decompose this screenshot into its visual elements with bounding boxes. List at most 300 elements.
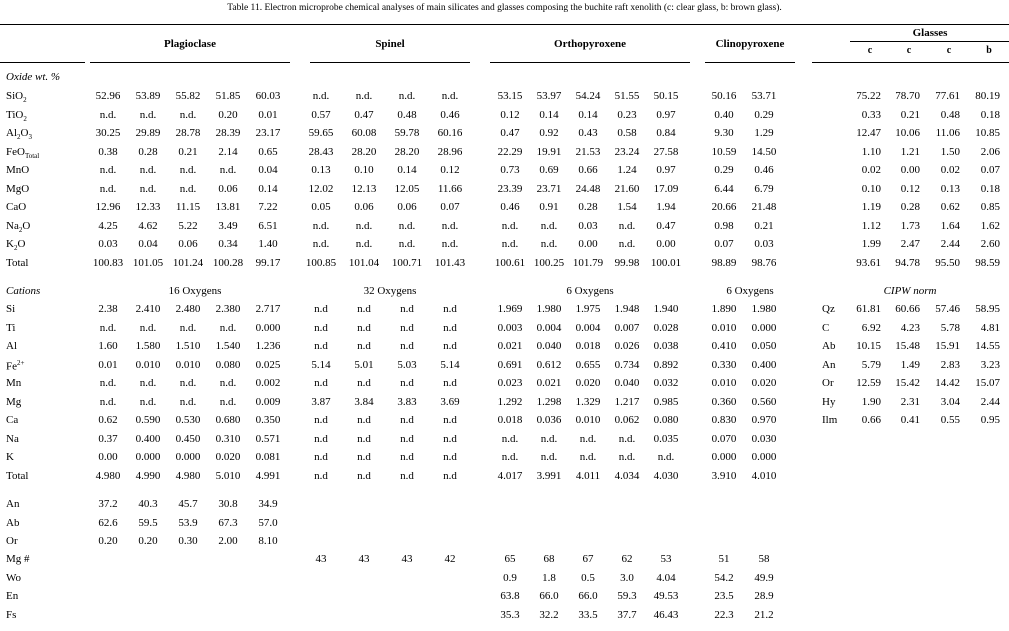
oxide-orthopyroxene-value-3: 0.28 <box>578 201 598 213</box>
oxide-clinopyroxene-value-2: 6.79 <box>754 183 774 195</box>
oxide-spinel-value-1: 59.65 <box>308 127 334 139</box>
oxide-plagioclase-value-1: 100.83 <box>92 257 124 269</box>
mg-orthopyroxene-value-5: 4.04 <box>656 572 676 584</box>
cation-orthopyroxene-value-2: 1.980 <box>536 303 562 315</box>
cation-row-label: Si <box>6 303 16 315</box>
cipw-row-label: Ilm <box>822 414 838 426</box>
cation-spinel-value-3: n.d <box>400 322 414 334</box>
cation-orthopyroxene-value-1: 0.003 <box>497 322 523 334</box>
cation-plagioclase-value-5: 2.717 <box>255 303 281 315</box>
cation-plagioclase-value-4: 5.010 <box>215 470 241 482</box>
mg-clinopyroxene-value-2: 49.9 <box>754 572 774 584</box>
cation-plagioclase-value-4: n.d. <box>219 322 237 334</box>
oxide-orthopyroxene-value-5: 50.15 <box>653 90 679 102</box>
cation-orthopyroxene-value-1: 4.017 <box>497 470 523 482</box>
cation-clinopyroxene-value-1: 0.330 <box>711 359 737 371</box>
rule-glasses <box>812 62 1009 63</box>
cation-orthopyroxene-value-1: 0.023 <box>497 377 523 389</box>
oxide-orthopyroxene-value-3: 0.14 <box>578 109 598 121</box>
cipw-value-3: 0.55 <box>940 414 960 426</box>
cation-orthopyroxene-value-3: 0.655 <box>575 359 601 371</box>
cipw-value-1: 0.66 <box>861 414 881 426</box>
mg-row-label: Fs <box>6 609 17 621</box>
oxide-orthopyroxene-value-3: 0.03 <box>578 220 598 232</box>
oxide-plagioclase-value-2: 53.89 <box>135 90 161 102</box>
oxide-plagioclase-value-4: 28.39 <box>215 127 241 139</box>
oxide-glass-value-2: 78.70 <box>895 90 920 102</box>
mg-orthopyroxene-value-3: 0.5 <box>581 572 595 584</box>
mg-orthopyroxene-value-4: 62 <box>621 553 633 565</box>
cation-orthopyroxene-value-4: n.d. <box>618 451 636 463</box>
cipw-value-4: 14.55 <box>975 340 1000 352</box>
oxide-spinel-value-2: 28.20 <box>351 146 377 158</box>
oxide-spinel-value-1: 28.43 <box>308 146 334 158</box>
oxide-spinel-value-4: n.d. <box>441 238 459 250</box>
cation-clinopyroxene-value-2: 0.000 <box>751 451 777 463</box>
cipw-value-3: 5.78 <box>940 322 960 334</box>
cation-clinopyroxene-value-1: 1.890 <box>711 303 737 315</box>
oxide-plagioclase-value-2: n.d. <box>139 183 157 195</box>
cation-orthopyroxene-value-2: 3.991 <box>536 470 562 482</box>
cation-plagioclase-value-4: 2.380 <box>215 303 241 315</box>
cation-clinopyroxene-value-2: 0.050 <box>751 340 777 352</box>
cipw-row-label: Ab <box>822 340 836 352</box>
oxide-plagioclase-value-5: 0.65 <box>258 146 278 158</box>
oxide-glass-value-4: 2.06 <box>980 146 1000 158</box>
mg-clinopyroxene-value-1: 22.3 <box>714 609 734 621</box>
feldspar-value-4: 30.8 <box>218 498 238 510</box>
cipw-row-label: Hy <box>822 396 836 408</box>
mg-orthopyroxene-value-1: 0.9 <box>503 572 517 584</box>
cation-clinopyroxene-value-2: 1.980 <box>751 303 777 315</box>
cation-plagioclase-value-1: n.d. <box>99 396 117 408</box>
oxide-glass-value-1: 12.47 <box>856 127 881 139</box>
cation-orthopyroxene-value-4: 0.026 <box>614 340 640 352</box>
cation-row-label: $Fe^{2+}$ <box>6 359 25 373</box>
oxide-plagioclase-value-3: 28.78 <box>175 127 201 139</box>
cation-spinel-value-1: n.d <box>314 470 328 482</box>
oxide-orthopyroxene-value-1: 22.29 <box>497 146 523 158</box>
cation-spinel-value-2: n.d <box>357 414 371 426</box>
oxide-orthopyroxene-value-4: n.d. <box>618 238 636 250</box>
cation-spinel-value-1: n.d <box>314 340 328 352</box>
cation-orthopyroxene-value-1: 1.969 <box>497 303 523 315</box>
oxide-spinel-value-1: 100.85 <box>305 257 337 269</box>
clinopyroxene-header: Clinopyroxene <box>715 38 785 50</box>
glass-type-4: b <box>986 45 992 56</box>
cation-spinel-value-3: n.d <box>400 340 414 352</box>
cation-plagioclase-value-4: 0.680 <box>215 414 241 426</box>
oxide-orthopyroxene-value-2: 0.91 <box>539 201 559 213</box>
cation-spinel-value-3: n.d <box>400 414 414 426</box>
cation-orthopyroxene-value-5: 0.985 <box>653 396 679 408</box>
cation-spinel-value-2: 5.01 <box>354 359 374 371</box>
cation-row-label: Na <box>6 433 19 445</box>
mg-clinopyroxene-value-2: 21.2 <box>754 609 774 621</box>
cation-clinopyroxene-value-2: 0.560 <box>751 396 777 408</box>
cation-orthopyroxene-value-2: 0.040 <box>536 340 562 352</box>
oxide-orthopyroxene-value-3: 54.24 <box>575 90 601 102</box>
cation-orthopyroxene-value-4: 4.034 <box>614 470 640 482</box>
oxide-spinel-value-3: 0.06 <box>397 201 417 213</box>
cation-clinopyroxene-value-1: 0.830 <box>711 414 737 426</box>
oxide-orthopyroxene-value-5: 17.09 <box>653 183 679 195</box>
feldspar-value-2: 59.5 <box>138 517 158 529</box>
cation-spinel-value-1: 5.14 <box>311 359 331 371</box>
cation-clinopyroxene-value-1: 0.070 <box>711 433 737 445</box>
oxide-plagioclase-value-3: 0.21 <box>178 146 198 158</box>
cation-plagioclase-value-5: 4.991 <box>255 470 281 482</box>
mg-orthopyroxene-value-3: 33.5 <box>578 609 598 621</box>
oxide-orthopyroxene-value-3: 24.48 <box>575 183 601 195</box>
oxide-orthopyroxene-value-1: 0.73 <box>500 164 520 176</box>
cation-orthopyroxene-value-5: 0.080 <box>653 414 679 426</box>
cation-spinel-value-3: n.d <box>400 377 414 389</box>
cation-plagioclase-value-4: 0.020 <box>215 451 241 463</box>
clinopyroxene-oxygens: 6 Oxygens <box>726 285 774 297</box>
mg-orthopyroxene-value-2: 32.2 <box>539 609 559 621</box>
cation-orthopyroxene-value-5: n.d. <box>657 451 675 463</box>
oxide-glass-value-2: 2.47 <box>900 238 920 250</box>
cation-spinel-value-3: 3.83 <box>397 396 417 408</box>
cipw-row-label: An <box>822 359 836 371</box>
oxide-clinopyroxene-value-1: 98.89 <box>711 257 737 269</box>
oxide-clinopyroxene-value-2: 0.46 <box>754 164 774 176</box>
oxide-section-label: Oxide wt. % <box>6 71 61 83</box>
oxide-row-label: $Na_2O$ <box>6 220 31 235</box>
cation-plagioclase-value-1: 1.60 <box>98 340 118 352</box>
cation-clinopyroxene-value-1: 0.010 <box>711 322 737 334</box>
cation-plagioclase-value-1: 0.00 <box>98 451 118 463</box>
oxide-orthopyroxene-value-5: 0.00 <box>656 238 676 250</box>
oxide-glass-value-1: 93.61 <box>856 257 881 269</box>
cation-row-label: K <box>6 451 14 463</box>
oxide-clinopyroxene-value-1: 0.07 <box>714 238 734 250</box>
oxide-orthopyroxene-value-1: 53.15 <box>497 90 523 102</box>
cation-plagioclase-value-5: 0.025 <box>255 359 281 371</box>
cation-clinopyroxene-value-1: 0.360 <box>711 396 737 408</box>
cation-plagioclase-value-5: 0.081 <box>255 451 281 463</box>
mg-clinopyroxene-value-1: 51 <box>718 553 730 565</box>
feldspar-row-label: An <box>6 498 20 510</box>
cation-plagioclase-value-3: 2.480 <box>175 303 201 315</box>
cation-spinel-value-2: n.d <box>357 470 371 482</box>
oxide-plagioclase-value-3: n.d. <box>179 164 197 176</box>
oxide-glass-value-4: 0.85 <box>980 201 1000 213</box>
cation-plagioclase-value-3: 0.450 <box>175 433 201 445</box>
oxide-clinopyroxene-value-1: 0.29 <box>714 164 734 176</box>
cations-section-label: Cations <box>6 285 41 297</box>
cipw-row-label: Or <box>822 377 834 389</box>
feldspar-value-1: 37.2 <box>98 498 118 510</box>
oxide-spinel-value-2: n.d. <box>355 220 373 232</box>
rule-spinel <box>310 62 470 63</box>
oxide-plagioclase-value-2: 29.89 <box>135 127 161 139</box>
cation-clinopyroxene-value-2: 0.970 <box>751 414 777 426</box>
oxide-glass-value-3: 1.64 <box>940 220 960 232</box>
cipw-value-3: 3.04 <box>940 396 960 408</box>
cipw-norm-header: CIPW norm <box>883 285 937 297</box>
mg-orthopyroxene-value-4: 37.7 <box>617 609 637 621</box>
oxide-plagioclase-value-5: 1.40 <box>258 238 278 250</box>
oxide-glass-value-2: 0.00 <box>900 164 920 176</box>
cation-orthopyroxene-value-1: 0.018 <box>497 414 523 426</box>
oxide-clinopyroxene-value-2: 0.03 <box>754 238 774 250</box>
oxide-plagioclase-value-2: 101.05 <box>132 257 164 269</box>
cation-orthopyroxene-value-5: 0.028 <box>653 322 679 334</box>
oxide-spinel-value-4: 28.96 <box>437 146 463 158</box>
oxide-plagioclase-value-1: 4.25 <box>98 220 118 232</box>
oxide-spinel-value-3: n.d. <box>398 90 416 102</box>
cation-orthopyroxene-value-1: 0.691 <box>497 359 523 371</box>
oxide-spinel-value-4: 11.66 <box>437 183 463 195</box>
oxide-glass-value-3: 0.48 <box>940 109 960 121</box>
oxide-plagioclase-value-5: 0.14 <box>258 183 278 195</box>
cation-orthopyroxene-value-1: 0.021 <box>497 340 523 352</box>
oxide-spinel-value-2: 0.10 <box>354 164 374 176</box>
cation-plagioclase-value-3: 0.010 <box>175 359 201 371</box>
oxide-spinel-value-4: n.d. <box>441 220 459 232</box>
feldspar-value-3: 45.7 <box>178 498 198 510</box>
cation-plagioclase-value-3: 0.000 <box>175 451 201 463</box>
cation-orthopyroxene-value-3: n.d. <box>579 433 597 445</box>
oxide-plagioclase-value-4: 13.81 <box>215 201 241 213</box>
cation-spinel-value-4: 5.14 <box>440 359 460 371</box>
mg-orthopyroxene-value-1: 35.3 <box>500 609 520 621</box>
oxide-row-label: Total <box>6 257 29 269</box>
oxide-plagioclase-value-3: n.d. <box>179 183 197 195</box>
cation-spinel-value-1: 3.87 <box>311 396 331 408</box>
cation-plagioclase-value-3: n.d. <box>179 322 197 334</box>
mg-orthopyroxene-value-5: 46.43 <box>653 609 679 621</box>
oxide-row-label: FeO$_{Total}$ <box>6 146 40 161</box>
oxide-row-label: TiO$_2$ <box>6 109 27 124</box>
oxide-glass-value-1: 1.19 <box>861 201 881 213</box>
mg-spinel-value-4: 42 <box>444 553 456 565</box>
feldspar-value-3: 0.30 <box>178 535 198 547</box>
cation-orthopyroxene-value-5: 0.038 <box>653 340 679 352</box>
oxide-orthopyroxene-value-1: 0.12 <box>500 109 520 121</box>
oxide-row-label: MnO <box>6 164 30 176</box>
oxide-spinel-value-1: n.d. <box>312 220 330 232</box>
cation-orthopyroxene-value-2: 0.021 <box>536 377 562 389</box>
oxide-plagioclase-value-4: 2.14 <box>218 146 238 158</box>
cation-plagioclase-value-5: 0.002 <box>255 377 281 389</box>
oxide-orthopyroxene-value-4: 0.58 <box>617 127 637 139</box>
oxide-glass-value-3: 11.06 <box>935 127 960 139</box>
oxide-clinopyroxene-value-1: 20.66 <box>711 201 737 213</box>
cation-plagioclase-value-5: 1.236 <box>255 340 281 352</box>
oxide-glass-value-4: 80.19 <box>975 90 1000 102</box>
cipw-row-label: C <box>822 322 830 334</box>
oxide-orthopyroxene-value-4: 1.54 <box>617 201 637 213</box>
cation-row-label: Mg <box>6 396 22 408</box>
oxide-glass-value-2: 0.21 <box>900 109 920 121</box>
cation-spinel-value-2: n.d <box>357 451 371 463</box>
oxide-plagioclase-value-4: 0.20 <box>218 109 238 121</box>
cation-orthopyroxene-value-4: 0.007 <box>614 322 640 334</box>
feldspar-value-5: 57.0 <box>258 517 278 529</box>
oxide-clinopyroxene-value-2: 0.21 <box>754 220 774 232</box>
mg-row-label: Mg # <box>6 553 30 565</box>
cipw-value-1: 1.90 <box>861 396 881 408</box>
oxide-plagioclase-value-3: 0.06 <box>178 238 198 250</box>
oxide-plagioclase-value-5: 60.03 <box>255 90 281 102</box>
cation-spinel-value-1: n.d <box>314 451 328 463</box>
cation-plagioclase-value-1: 0.37 <box>98 433 118 445</box>
mg-orthopyroxene-value-3: 67 <box>582 553 594 565</box>
cation-plagioclase-value-2: 0.010 <box>135 359 161 371</box>
oxide-row-label: SiO$_2$ <box>6 90 27 105</box>
cation-spinel-value-4: n.d <box>443 470 457 482</box>
oxide-orthopyroxene-value-5: 0.47 <box>656 220 676 232</box>
oxide-glass-value-3: 77.61 <box>935 90 960 102</box>
cation-orthopyroxene-value-1: n.d. <box>501 433 519 445</box>
cipw-value-3: 14.42 <box>935 377 960 389</box>
cation-spinel-value-4: 3.69 <box>440 396 460 408</box>
cation-spinel-value-3: n.d <box>400 303 414 315</box>
cipw-value-1: 10.15 <box>856 340 881 352</box>
cation-spinel-value-3: 5.03 <box>397 359 417 371</box>
oxide-spinel-value-3: n.d. <box>398 220 416 232</box>
cation-row-label: Ca <box>6 414 19 426</box>
cation-spinel-value-4: n.d <box>443 322 457 334</box>
cipw-value-4: 15.07 <box>975 377 1000 389</box>
oxide-plagioclase-value-1: 52.96 <box>95 90 121 102</box>
oxide-orthopyroxene-value-1: 100.61 <box>494 257 526 269</box>
cation-orthopyroxene-value-5: 4.030 <box>653 470 679 482</box>
feldspar-value-1: 62.6 <box>98 517 118 529</box>
cation-orthopyroxene-value-2: 0.612 <box>536 359 562 371</box>
cation-plagioclase-value-1: 2.38 <box>98 303 118 315</box>
oxide-orthopyroxene-value-1: 0.47 <box>500 127 520 139</box>
cation-plagioclase-value-1: n.d. <box>99 322 117 334</box>
oxide-plagioclase-value-3: 5.22 <box>178 220 198 232</box>
oxide-spinel-value-3: n.d. <box>398 238 416 250</box>
oxide-orthopyroxene-value-5: 27.58 <box>653 146 679 158</box>
oxide-glass-value-4: 0.18 <box>980 183 1000 195</box>
oxide-glass-value-2: 1.21 <box>900 146 920 158</box>
cipw-value-4: 4.81 <box>980 322 1000 334</box>
oxide-orthopyroxene-value-3: 0.00 <box>578 238 598 250</box>
mg-orthopyroxene-value-4: 3.0 <box>620 572 634 584</box>
mg-orthopyroxene-value-5: 49.53 <box>653 590 679 602</box>
mg-orthopyroxene-value-1: 65 <box>504 553 516 565</box>
oxide-spinel-value-1: 0.57 <box>311 109 331 121</box>
oxide-row-label: MgO <box>6 183 30 195</box>
cation-plagioclase-value-3: 0.530 <box>175 414 201 426</box>
oxide-glass-value-3: 95.50 <box>935 257 960 269</box>
cation-clinopyroxene-value-2: 0.000 <box>751 322 777 334</box>
cation-plagioclase-value-2: 1.580 <box>135 340 161 352</box>
oxide-glass-value-3: 1.50 <box>940 146 960 158</box>
cation-plagioclase-value-1: 0.62 <box>98 414 118 426</box>
oxide-plagioclase-value-5: 23.17 <box>255 127 281 139</box>
mg-row-label: Wo <box>6 572 22 584</box>
oxide-clinopyroxene-value-2: 1.29 <box>754 127 774 139</box>
oxide-plagioclase-value-2: 4.62 <box>138 220 158 232</box>
oxide-glass-value-3: 2.44 <box>940 238 960 250</box>
oxide-plagioclase-value-1: 0.38 <box>98 146 118 158</box>
cipw-value-1: 12.59 <box>856 377 881 389</box>
oxide-glass-value-1: 0.33 <box>861 109 881 121</box>
oxide-orthopyroxene-value-4: 51.55 <box>614 90 640 102</box>
cipw-value-3: 57.46 <box>935 303 960 315</box>
mg-orthopyroxene-value-2: 66.0 <box>539 590 559 602</box>
mg-clinopyroxene-value-1: 23.5 <box>714 590 734 602</box>
feldspar-value-4: 2.00 <box>218 535 238 547</box>
cation-plagioclase-value-4: n.d. <box>219 396 237 408</box>
oxide-plagioclase-value-5: 6.51 <box>258 220 278 232</box>
cation-plagioclase-value-5: 0.350 <box>255 414 281 426</box>
cation-orthopyroxene-value-1: n.d. <box>501 451 519 463</box>
oxide-spinel-value-3: 12.05 <box>394 183 420 195</box>
mg-orthopyroxene-value-2: 1.8 <box>542 572 556 584</box>
oxide-plagioclase-value-3: 11.15 <box>175 201 201 213</box>
oxide-glass-value-1: 0.02 <box>861 164 881 176</box>
mg-orthopyroxene-value-1: 63.8 <box>500 590 520 602</box>
oxide-orthopyroxene-value-2: n.d. <box>540 238 558 250</box>
oxide-clinopyroxene-value-1: 9.30 <box>714 127 734 139</box>
cation-orthopyroxene-value-1: 1.292 <box>497 396 523 408</box>
cation-orthopyroxene-value-5: 0.892 <box>653 359 679 371</box>
cation-orthopyroxene-value-4: n.d. <box>618 433 636 445</box>
cation-plagioclase-value-1: n.d. <box>99 377 117 389</box>
cipw-value-2: 0.41 <box>900 414 920 426</box>
cipw-value-2: 4.23 <box>900 322 920 334</box>
oxide-glass-value-1: 1.12 <box>861 220 881 232</box>
oxide-spinel-value-3: 28.20 <box>394 146 420 158</box>
table-caption: Table 11. Electron microprobe chemical analyses of main silicates and glasses composing the buchite raft xenolith (c: clear glass, b: brown glass). <box>227 3 782 13</box>
cation-plagioclase-value-2: 0.000 <box>135 451 161 463</box>
cation-plagioclase-value-1: 0.01 <box>98 359 118 371</box>
oxide-plagioclase-value-4: 3.49 <box>218 220 238 232</box>
feldspar-value-2: 0.20 <box>138 535 158 547</box>
oxide-glass-value-4: 0.07 <box>980 164 1000 176</box>
cipw-value-4: 2.44 <box>980 396 1000 408</box>
oxide-orthopyroxene-value-4: 1.24 <box>617 164 637 176</box>
rule-clinopyroxene <box>705 62 795 63</box>
cipw-value-1: 5.79 <box>861 359 881 371</box>
feldspar-value-3: 53.9 <box>178 517 198 529</box>
oxide-orthopyroxene-value-2: 53.97 <box>536 90 562 102</box>
cation-orthopyroxene-value-3: 1.975 <box>575 303 601 315</box>
glass-type-1: c <box>867 45 873 56</box>
cation-spinel-value-1: n.d <box>314 433 328 445</box>
oxide-clinopyroxene-value-1: 0.98 <box>714 220 734 232</box>
feldspar-row-label: Ab <box>6 517 20 529</box>
oxide-spinel-value-3: 0.14 <box>397 164 417 176</box>
cation-orthopyroxene-value-5: 1.940 <box>653 303 679 315</box>
oxide-orthopyroxene-value-2: 0.14 <box>539 109 559 121</box>
cation-spinel-value-3: n.d <box>400 451 414 463</box>
cation-spinel-value-2: n.d <box>357 303 371 315</box>
oxide-glass-value-1: 1.10 <box>861 146 881 158</box>
oxide-orthopyroxene-value-4: n.d. <box>618 220 636 232</box>
oxide-glass-value-2: 10.06 <box>895 127 920 139</box>
oxide-glass-value-4: 98.59 <box>975 257 1000 269</box>
oxide-spinel-value-3: 59.78 <box>394 127 420 139</box>
oxide-glass-value-2: 1.73 <box>900 220 920 232</box>
oxide-spinel-value-3: 0.48 <box>397 109 417 121</box>
oxide-plagioclase-value-1: 12.96 <box>95 201 121 213</box>
mg-spinel-value-1: 43 <box>315 553 327 565</box>
cipw-value-3: 2.83 <box>940 359 960 371</box>
oxide-orthopyroxene-value-4: 23.24 <box>614 146 640 158</box>
feldspar-value-5: 34.9 <box>258 498 278 510</box>
spinel-oxygens: 32 Oxygens <box>363 285 417 297</box>
oxide-spinel-value-1: n.d. <box>312 90 330 102</box>
